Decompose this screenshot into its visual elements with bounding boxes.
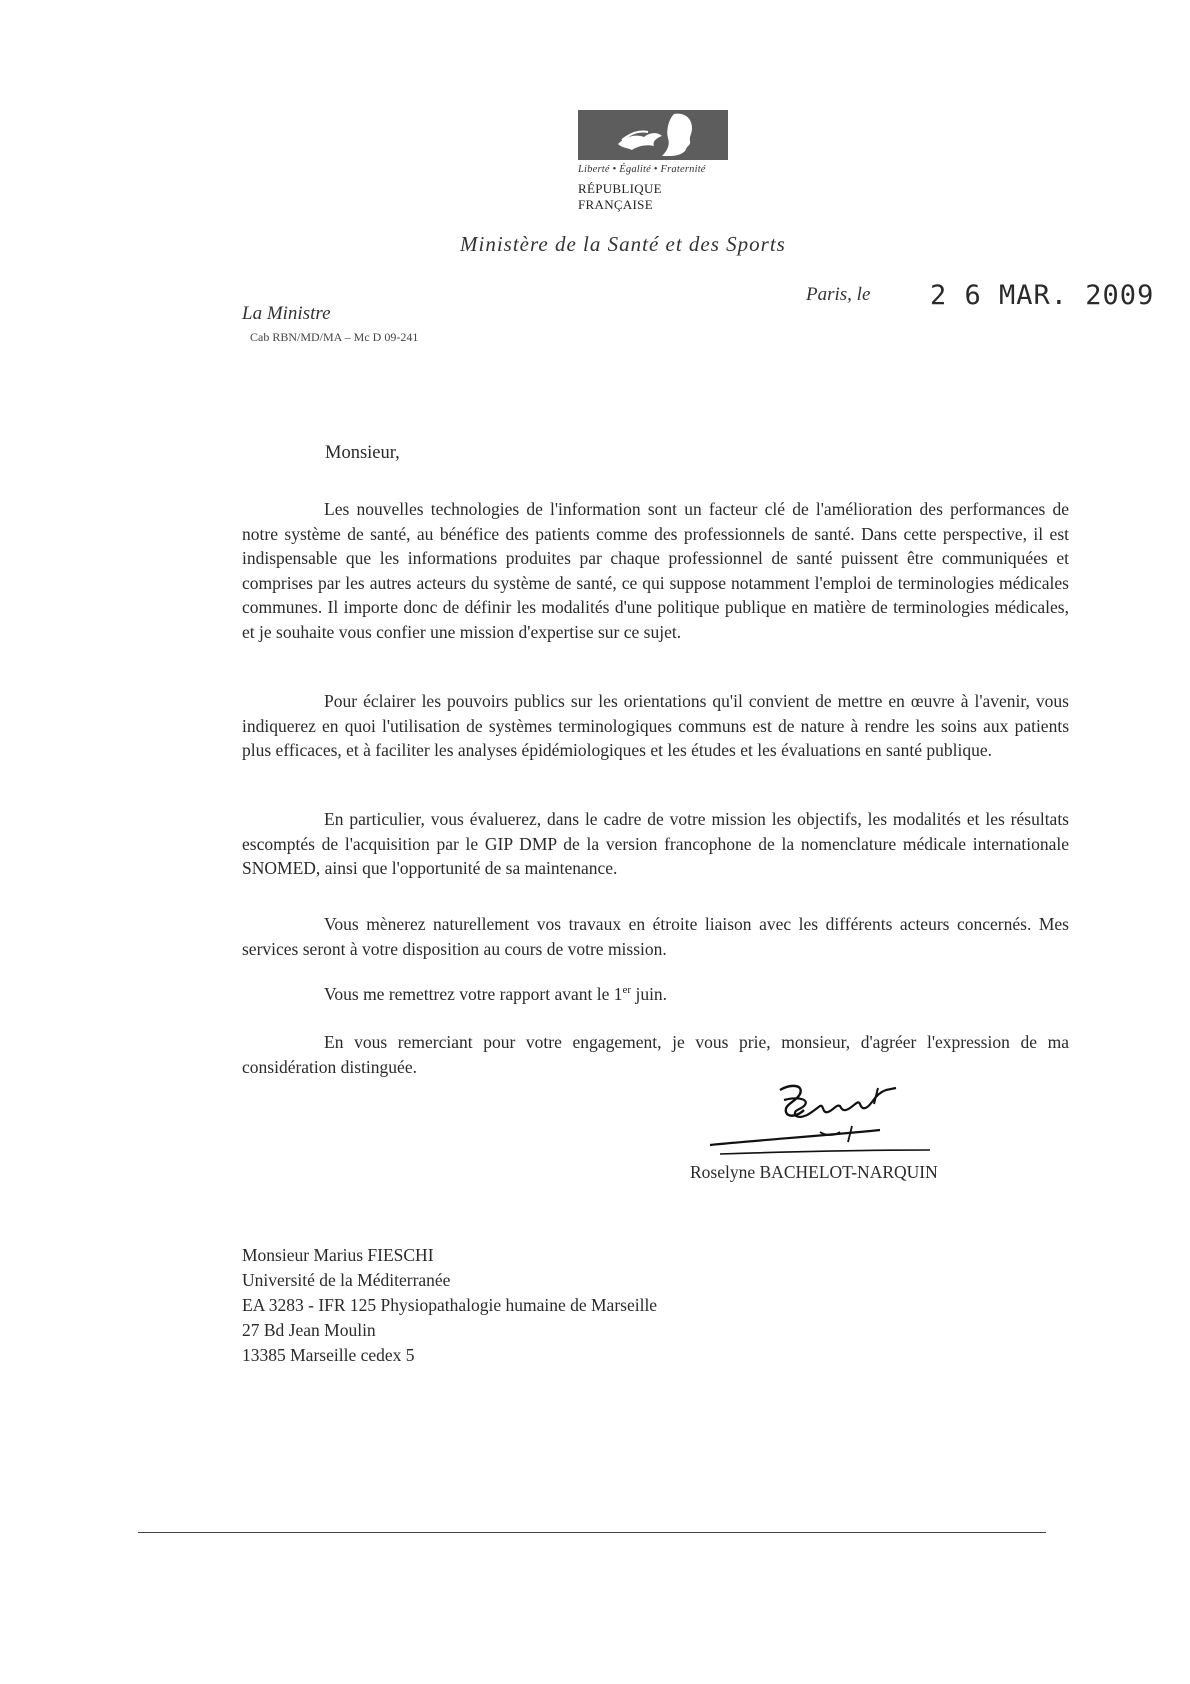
- addressee-name: Monsieur Marius FIESCHI: [242, 1245, 434, 1265]
- paragraph-1: Les nouvelles technologies de l'information sont un facteur clé de l'amélioration des performances de notre système de santé, au bénéfice des patients comme des professionnels de santé. Dans cette perspective, il est indispensable que les informations produites par chaque professionnel de santé puissent être communiquées et comprises par les autres acteurs du système de santé, ce qui suppose notamment l'emploi de terminologies médicales communes. Il importe donc de définir les modalités d'une politique publique en matière de terminologies médicales, et je souhaite vous confier une mission d'expertise sur ce sujet.: [242, 499, 1069, 642]
- paragraph-2: Pour éclairer les pouvoirs publics sur les orientations qu'il convient de mettre en œuvre à l'avenir, vous indiquerez en quoi l'utilisation de systèmes terminologiques communs est de nature à rendre les soins aux patients plus efficaces, et à faciliter les analyses épidémiologiques et les études et les évaluations en santé publique.: [242, 691, 1069, 760]
- republic-name: RÉPUBLIQUE FRANÇAISE: [578, 181, 662, 212]
- addressee-street: 27 Bd Jean Moulin: [242, 1320, 376, 1340]
- footer-divider: [138, 1532, 1046, 1533]
- dateline-place: Paris, le: [806, 284, 871, 305]
- addressee-institution: Université de la Méditerranée: [242, 1270, 451, 1290]
- paragraph-5-end: juin.: [631, 983, 668, 1004]
- salutation: Monsieur,: [325, 443, 400, 463]
- paragraph-5: [242, 978, 1069, 1006]
- paragraph-5-text: Vous me remettrez votre rapport avant le 1: [324, 983, 623, 1004]
- handwritten-signature-icon: [700, 1070, 960, 1165]
- paragraph-4: Vous mènerez naturellement vos travaux en étroite liaison avec les différents acteurs concernés. Mes services seront à votre disposition au cours de votre mission.: [242, 914, 1069, 959]
- reference-number: Cab RBN/MD/MA – Mc D 09-241: [250, 330, 419, 344]
- addressee-block: [242, 1243, 657, 1368]
- date-stamp: 2 6 MAR. 2009: [930, 280, 1155, 311]
- republic-motto: Liberté • Égalité • Fraternité: [578, 164, 706, 175]
- ordinal-suffix: er: [622, 984, 632, 996]
- addressee-department: EA 3283 - IFR 125 Physiopathalogie humaine de Marseille: [242, 1295, 658, 1315]
- addressee-city: 13385 Marseille cedex 5: [242, 1345, 415, 1365]
- ministry-name: Ministère de la Santé et des Sports: [460, 232, 786, 256]
- sender-title: La Ministre: [242, 303, 331, 324]
- paragraph-6: En vous remerciant pour votre engagement, je vous prie, monsieur, d'agréer l'expression de ma considération distinguée.: [242, 1032, 1069, 1077]
- marianne-logo-icon: [578, 110, 728, 160]
- signer-name: Roselyne BACHELOT-NARQUIN: [690, 1162, 938, 1182]
- paragraph-3: En particulier, vous évaluerez, dans le cadre de votre mission les objectifs, les modalités et les résultats escomptés de l'acquisition par le GIP DMP de la version francophone de la nomenclature médicale internationale SNOMED, ainsi que l'opportunité de sa maintenance.: [242, 809, 1069, 878]
